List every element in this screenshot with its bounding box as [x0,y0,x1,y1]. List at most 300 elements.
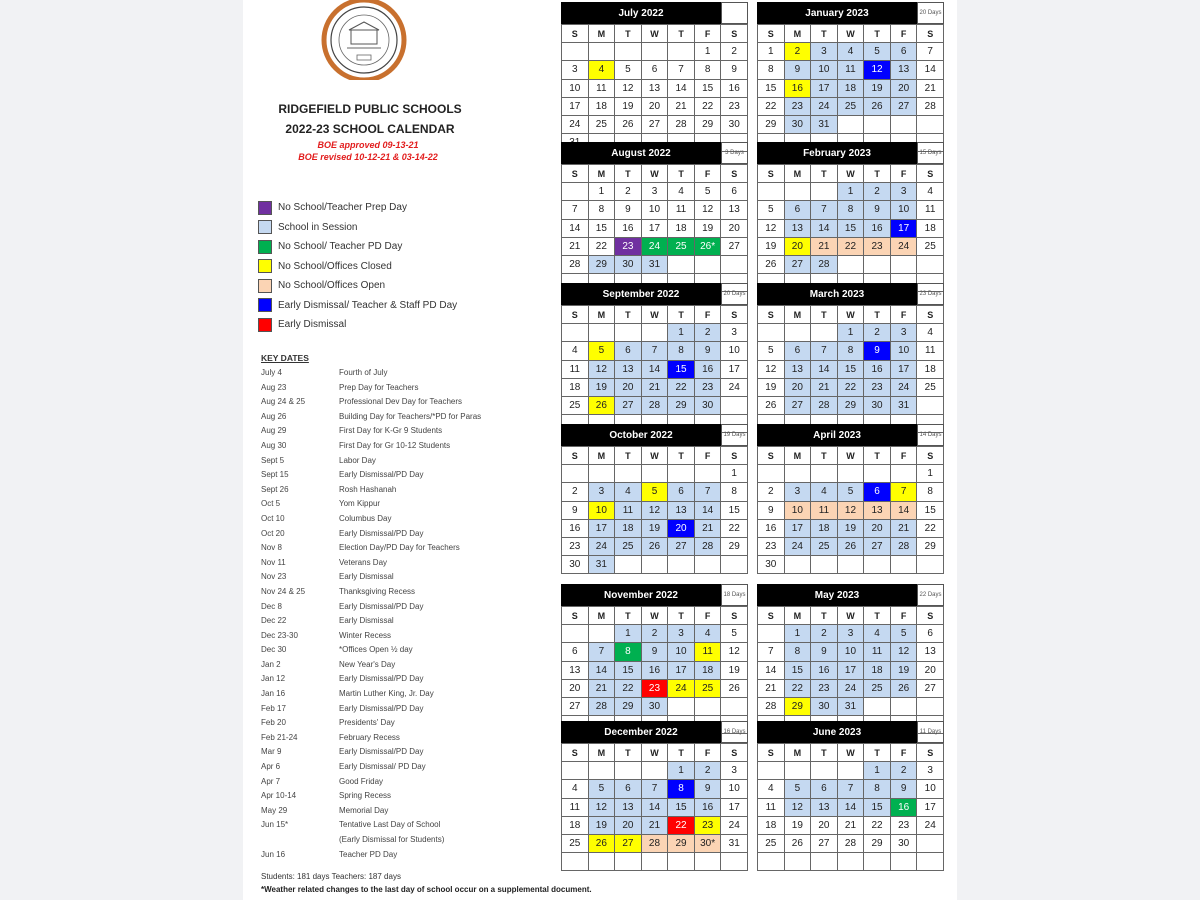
month-day-count: 18 Days [721,584,748,606]
calendar-day: 15 [758,80,785,98]
calendar-day: 14 [642,799,669,817]
weekday-header: T [615,165,642,183]
calendar-day: 19 [838,520,865,538]
calendar-day: 16 [785,80,812,98]
calendar-empty-cell [695,698,722,716]
calendar-day: 13 [642,80,669,98]
weekday-header: W [642,607,669,625]
month-title: September 2022 [561,283,721,305]
calendar-day: 12 [758,220,785,238]
calendar-day: 2 [695,762,722,780]
legend-item [258,276,457,296]
calendar-day: 24 [785,538,812,556]
calendar-day: 1 [758,43,785,61]
calendar-day: 19 [642,520,669,538]
calendar-day: 2 [785,43,812,61]
calendar-day: 6 [668,483,695,501]
calendar-empty-cell [589,853,616,871]
calendar-day: 21 [811,238,838,256]
calendar-day: 30 [864,397,891,415]
key-date: Apr 10-14 [261,791,297,801]
calendar-day: 30 [721,116,748,134]
month-title: May 2023 [757,584,917,606]
calendar-empty-cell [758,465,785,483]
calendar-day: 18 [758,817,785,835]
weekday-header: S [758,165,785,183]
calendar-day: 20 [668,520,695,538]
calendar-day: 11 [615,502,642,520]
weekday-header: M [785,447,812,465]
calendar-empty-cell [838,762,865,780]
key-date-row [261,818,561,833]
calendar-day: 22 [668,379,695,397]
calendar-day: 17 [562,98,589,116]
calendar-day: 5 [758,342,785,360]
key-date-event: Thanksgiving Recess [339,586,416,596]
calendar-day: 20 [615,379,642,397]
calendar-day: 18 [589,98,616,116]
key-date-event: Presidents' Day [339,718,395,728]
month-calendar [757,283,944,433]
calendar-day: 25 [562,397,589,415]
legend-item [258,315,457,335]
calendar-day: 3 [562,61,589,79]
calendar-day: 16 [695,799,722,817]
key-date-row [261,527,561,542]
calendar-day: 28 [811,256,838,274]
calendar-day: 11 [695,643,722,661]
calendar-day: 24 [721,817,748,835]
weekday-header: W [838,25,865,43]
key-date-row [261,585,561,600]
calendar-day: 8 [721,483,748,501]
weekday-header: F [891,25,918,43]
calendar-day: 25 [864,680,891,698]
month-day-count: 19 Days [721,424,748,446]
key-date-row [261,687,561,702]
key-dates-heading: KEY DATES [261,353,309,363]
calendar-day: 24 [891,238,918,256]
key-dates-list [261,366,561,862]
calendar-day: 6 [615,780,642,798]
key-date-event: Winter Recess [339,630,392,640]
calendar-title: 2022-23 SCHOOL CALENDAR [285,122,455,136]
calendar-day: 31 [811,116,838,134]
weekday-header: T [864,744,891,762]
calendar-day: 19 [589,379,616,397]
calendar-day: 23 [642,680,669,698]
month-day-count: 16 Days [721,721,748,743]
calendar-day: 10 [562,80,589,98]
calendar-day: 31 [721,835,748,853]
calendar-day: 4 [917,183,944,201]
calendar-empty-cell [864,556,891,574]
calendar-day: 27 [721,238,748,256]
legend-label: Early Dismissal/ Teacher & Staff PD Day [278,299,458,311]
calendar-day: 13 [785,361,812,379]
key-date: Nov 23 [261,572,287,582]
calendar-day: 24 [838,680,865,698]
calendar-day: 23 [864,379,891,397]
weekday-header: F [891,744,918,762]
weekday-header: W [642,744,669,762]
calendar-day: 16 [562,520,589,538]
calendar-day: 4 [758,780,785,798]
calendar-day: 4 [589,61,616,79]
key-date-row [261,658,561,673]
calendar-day: 29 [758,116,785,134]
weekday-header: F [891,607,918,625]
calendar-day: 3 [838,625,865,643]
calendar-day: 6 [785,342,812,360]
calendar-empty-cell [785,324,812,342]
key-date-event: Teacher PD Day [339,849,398,859]
calendar-empty-cell [758,625,785,643]
calendar-day: 1 [864,762,891,780]
calendar-day: 29 [668,397,695,415]
calendar-day: 22 [589,238,616,256]
calendar-day: 14 [642,361,669,379]
calendar-day: 23 [695,817,722,835]
calendar-day: 12 [864,61,891,79]
calendar-day: 29 [695,116,722,134]
calendar-day: 26 [785,835,812,853]
weekday-header: T [864,447,891,465]
calendar-day: 8 [758,61,785,79]
calendar-day: 29 [589,256,616,274]
weekday-header: M [785,607,812,625]
legend-item [258,296,457,316]
calendar-empty-cell [642,465,669,483]
calendar-empty-cell [642,324,669,342]
weekday-header: M [589,447,616,465]
calendar-day: 22 [721,520,748,538]
calendar-day: 23 [721,98,748,116]
calendar-day: 6 [864,483,891,501]
calendar-day: 17 [917,799,944,817]
calendar-empty-cell [891,853,918,871]
calendar-day: 25 [562,835,589,853]
key-date-event: Early Dismissal/PD Day [339,470,424,480]
calendar-day: 7 [642,342,669,360]
calendar-empty-cell [615,43,642,61]
month-title: January 2023 [757,2,917,24]
month-calendar [561,721,748,871]
calendar-day: 12 [642,502,669,520]
key-date: Sept 15 [261,470,289,480]
calendar-day: 26 [758,256,785,274]
calendar-day: 10 [811,61,838,79]
calendar-empty-cell [758,762,785,780]
weekday-header: M [589,165,616,183]
calendar-empty-cell [642,43,669,61]
calendar-day: 19 [785,817,812,835]
calendar-empty-cell [917,835,944,853]
calendar-day: 22 [917,520,944,538]
key-date-event: (Early Dismissal for Students) [339,835,445,844]
calendar-day: 1 [695,43,722,61]
key-date-row [261,454,561,469]
calendar-empty-cell [642,556,669,574]
calendar-day: 16 [891,799,918,817]
calendar-day: 20 [811,817,838,835]
calendar-day: 29 [864,835,891,853]
calendar-day: 1 [721,465,748,483]
weekday-header: T [811,447,838,465]
key-date-event: Rosh Hashanah [339,484,397,494]
key-date: Apr 7 [261,776,281,786]
legend-swatch [258,201,272,215]
calendar-day: 22 [695,98,722,116]
calendar-day: 26 [838,538,865,556]
calendar-day: 1 [838,183,865,201]
key-date [261,833,339,848]
calendar-empty-cell [668,43,695,61]
weekday-header: T [615,744,642,762]
calendar-empty-cell [758,324,785,342]
legend-swatch [258,298,272,312]
calendar-day: 29 [785,698,812,716]
key-date-row [261,614,561,629]
calendar-day: 11 [589,80,616,98]
key-date-row [261,745,561,760]
calendar-day: 23 [758,538,785,556]
calendar-day: 24 [668,680,695,698]
calendar-day: 24 [642,238,669,256]
calendar-day: 3 [811,43,838,61]
month-title: April 2023 [757,424,917,446]
calendar-day: 4 [838,43,865,61]
calendar-day: 13 [721,201,748,219]
calendar-day: 26 [864,98,891,116]
weekday-header: F [695,306,722,324]
month-title: August 2022 [561,142,721,164]
key-date-row [261,702,561,717]
calendar-day: 8 [695,61,722,79]
calendar-day: 11 [838,61,865,79]
calendar-day: 11 [668,201,695,219]
calendar-day: 21 [917,80,944,98]
calendar-day: 10 [891,342,918,360]
calendar-empty-cell [668,698,695,716]
calendar-empty-cell [864,698,891,716]
month-title: February 2023 [757,142,917,164]
calendar-day: 4 [668,183,695,201]
calendar-day: 18 [864,662,891,680]
calendar-empty-cell [589,625,616,643]
calendar-day: 3 [785,483,812,501]
calendar-day: 19 [589,817,616,835]
calendar-day: 4 [811,483,838,501]
calendar-day: 3 [589,483,616,501]
weekday-header: T [615,607,642,625]
calendar-day: 9 [721,61,748,79]
calendar-empty-cell [562,762,589,780]
calendar-day: 6 [562,643,589,661]
weekday-header: T [668,306,695,324]
calendar-day: 1 [615,625,642,643]
calendar-day: 10 [642,201,669,219]
key-date-row [261,483,561,498]
calendar-day: 3 [721,324,748,342]
weekday-header: W [642,165,669,183]
calendar-day: 5 [615,61,642,79]
calendar-empty-cell [668,853,695,871]
weekday-header: S [562,447,589,465]
calendar-day: 6 [811,780,838,798]
calendar-day: 30 [615,256,642,274]
calendar-day: 25 [838,98,865,116]
key-date: Apr 6 [261,762,281,772]
calendar-day: 13 [811,799,838,817]
weekday-header: T [668,25,695,43]
calendar-day: 15 [785,662,812,680]
key-date-row [261,410,561,425]
calendar-empty-cell [615,853,642,871]
key-date: Aug 23 [261,382,287,392]
key-date-event: Yom Kippur [339,499,381,509]
calendar-empty-cell [562,183,589,201]
calendar-day: 28 [758,698,785,716]
calendar-day: 23 [891,817,918,835]
key-date-row [261,804,561,819]
calendar-empty-cell [864,256,891,274]
weekday-header: S [562,744,589,762]
key-date: Dec 23-30 [261,630,298,640]
key-date-row [261,570,561,585]
calendar-day: 5 [838,483,865,501]
calendar-day: 24 [589,538,616,556]
calendar-day: 19 [758,379,785,397]
calendar-day: 7 [917,43,944,61]
calendar-empty-cell [811,465,838,483]
key-date-row [261,760,561,775]
calendar-day: 24 [562,116,589,134]
calendar-day: 16 [695,361,722,379]
calendar-day: 20 [721,220,748,238]
calendar-day: 25 [668,238,695,256]
calendar-day: 21 [695,520,722,538]
key-date: Nov 11 [261,557,286,567]
calendar-day: 17 [785,520,812,538]
key-date: Sept 5 [261,455,285,465]
calendar-day: 21 [642,817,669,835]
calendar-empty-cell [721,556,748,574]
weekday-header: T [811,607,838,625]
calendar-day: 27 [785,397,812,415]
calendar-day: 13 [668,502,695,520]
key-date: Jun 15* [261,820,289,830]
calendar-day: 5 [721,625,748,643]
weekday-header: S [758,447,785,465]
key-date-event: Fourth of July [339,368,388,377]
calendar-day: 27 [785,256,812,274]
calendar-day: 4 [695,625,722,643]
calendar-empty-cell [721,397,748,415]
calendar-day: 14 [891,502,918,520]
key-date-row [261,512,561,527]
calendar-day: 2 [758,483,785,501]
calendar-day: 13 [785,220,812,238]
calendar-day: 15 [917,502,944,520]
calendar-empty-cell [615,465,642,483]
key-date-event: Martin Luther King, Jr. Day [339,689,434,699]
calendar-day: 7 [589,643,616,661]
legend-item [258,257,457,277]
calendar-day: 6 [642,61,669,79]
key-date: Aug 26 [261,411,287,421]
key-date-row [261,643,561,658]
key-date-row [261,395,561,410]
key-date-event: Prep Day for Teachers [339,382,419,392]
calendar-day: 30* [695,835,722,853]
calendar-day: 8 [864,780,891,798]
calendar-empty-cell [917,698,944,716]
calendar-day: 13 [562,662,589,680]
calendar-day: 22 [864,817,891,835]
calendar-day: 12 [589,361,616,379]
calendar-empty-cell [758,853,785,871]
key-date-row [261,629,561,644]
key-date: Jun 16 [261,849,286,859]
calendar-day: 22 [668,817,695,835]
calendar-day: 25 [811,538,838,556]
calendar-day: 18 [917,220,944,238]
month-calendar [561,2,748,152]
key-date: Aug 24 & 25 [261,397,306,407]
weekday-header: M [785,306,812,324]
key-date-row [261,381,561,396]
calendar-day: 7 [695,483,722,501]
legend-label: No School/Offices Open [278,280,386,292]
month-day-count: 14 Days [917,424,944,446]
month-day-count: 15 Days [917,142,944,164]
month-title: October 2022 [561,424,721,446]
calendar-empty-cell [811,324,838,342]
calendar-day: 5 [589,342,616,360]
key-date: Oct 10 [261,513,285,523]
weekday-header: S [917,306,944,324]
key-date: Jan 2 [261,659,281,669]
calendar-day: 27 [668,538,695,556]
weather-note: *Weather related changes to the last day of school occur on a supplemental document. [261,885,592,894]
calendar-day: 7 [891,483,918,501]
key-date-event: Veterans Day [339,557,388,567]
calendar-empty-cell [642,853,669,871]
month-title: June 2023 [757,721,917,743]
calendar-day: 17 [721,361,748,379]
calendar-day: 23 [615,238,642,256]
key-date-row [261,468,561,483]
calendar-empty-cell [589,43,616,61]
month-calendar [757,584,944,734]
calendar-empty-cell [721,698,748,716]
weekday-header: S [758,607,785,625]
calendar-day: 11 [917,342,944,360]
key-date-event: Early Dismissal [339,572,394,582]
calendar-day: 26 [589,835,616,853]
calendar-day: 19 [891,662,918,680]
calendar-day: 13 [615,799,642,817]
calendar-empty-cell [695,853,722,871]
weekday-header: S [562,165,589,183]
month-day-count: 23 Days [917,283,944,305]
calendar-empty-cell [917,256,944,274]
calendar-day: 18 [917,361,944,379]
district-name: RIDGEFIELD PUBLIC SCHOOLS [278,102,462,116]
calendar-empty-cell [838,556,865,574]
key-date: Sept 26 [261,484,289,494]
